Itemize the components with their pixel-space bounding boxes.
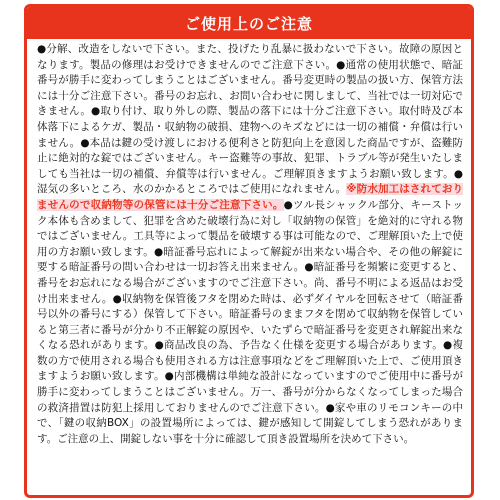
notice-text-part-2: ●ツル長シャックル部分、キーストック本体も含めまして、犯罪を含めた破壊行為に対し「収納物の保管」を絶対的に守れる物ではございません。工具等によって製品を破壊する事は可能なので、ご理解頂いた上で使用の方お願い致します。●暗証番号忘れによって解錠が出来ない場合や、その他の解錠に要する暗証番号の問い合わせは一切お答え出来ません。●暗証番号を頻繁に変更すると、番号をお忘れになる場合がございますのでご注意下さい。尚、番号不明による返品はお受け出来ません。●収納物を保管後フタを閉めた時は、必ずダイヤルを回転させて（暗証番号以外の番号にする）保管して下さい。暗証番号のままフタを閉めて収納物を保管していると第三者に番号が分かり不正解錠の原因や、いたずらで暗証番号を変更され解錠出来なくなる恐れがあります。●商品改良の為、予告なく仕様を変更する場合があります。●複数の方で使用される場合も使用される方は注意事項などをご理解頂いた上で、ご使用頂きますようお願い致します。●内部機構は単純な設計になっていますのでご使用中に番号が勝手に変わってしまうことはございません。万一、番号が分からなくなってしまった場合の救済措置は防犯上採用しておりませんのでご注意下さい。●家や車のリモコンキーの中で、「鍵の収納BOX」の設置場所によっては、鍵が感知して開錠してしまう恐れがあります。ご注意の上、開錠しない事を十分に確認して頂き設置場所を決めて下さい。: [37, 198, 464, 445]
notice-header: [27, 7, 471, 39]
waterproof-warning: ※防水加工はされておりませんので収納物等の保管には十分ご注意下さい。: [37, 183, 463, 211]
notice-body: [27, 39, 471, 447]
notice-paragraph: [37, 42, 463, 447]
notice-text-part-1: ●分解、改造をしないで下さい。また、投げたり乱暴に扱わないで下さい。故障の原因となります。製品の修理はお受けできませんのでご注意下さい。●通常の使用状態で、暗証番号が勝手に変わってしまうことはございません。番号変更時の製品の扱い方、保管方法には十分ご注意下さい。番号のお忘れ、お問い合わせに関しまして、当社では一切対応できません。●取り付け、取り外しの際、製品の落下には十分ご注意下さい。取付時及び本体落下によるケガ、製品・収納物の破損、建物へのキズなどには一切の補償・弁償は行いません。●本品は鍵の受け渡しにおける便利さと防犯向上を意図した商品ですが、盗難防止に絶対的な錠ではございません。キー盗難等の事故、犯罪、トラブル等が発生いたしましても当社は一切の補償、弁償等は行いません。ご理解頂きますようお願い致します。●湿気の多いところ、水のかかるところではご使用になれません。: [37, 43, 463, 196]
notice-panel: [24, 4, 474, 498]
notice-title: ご使用上のご注意: [184, 14, 313, 33]
